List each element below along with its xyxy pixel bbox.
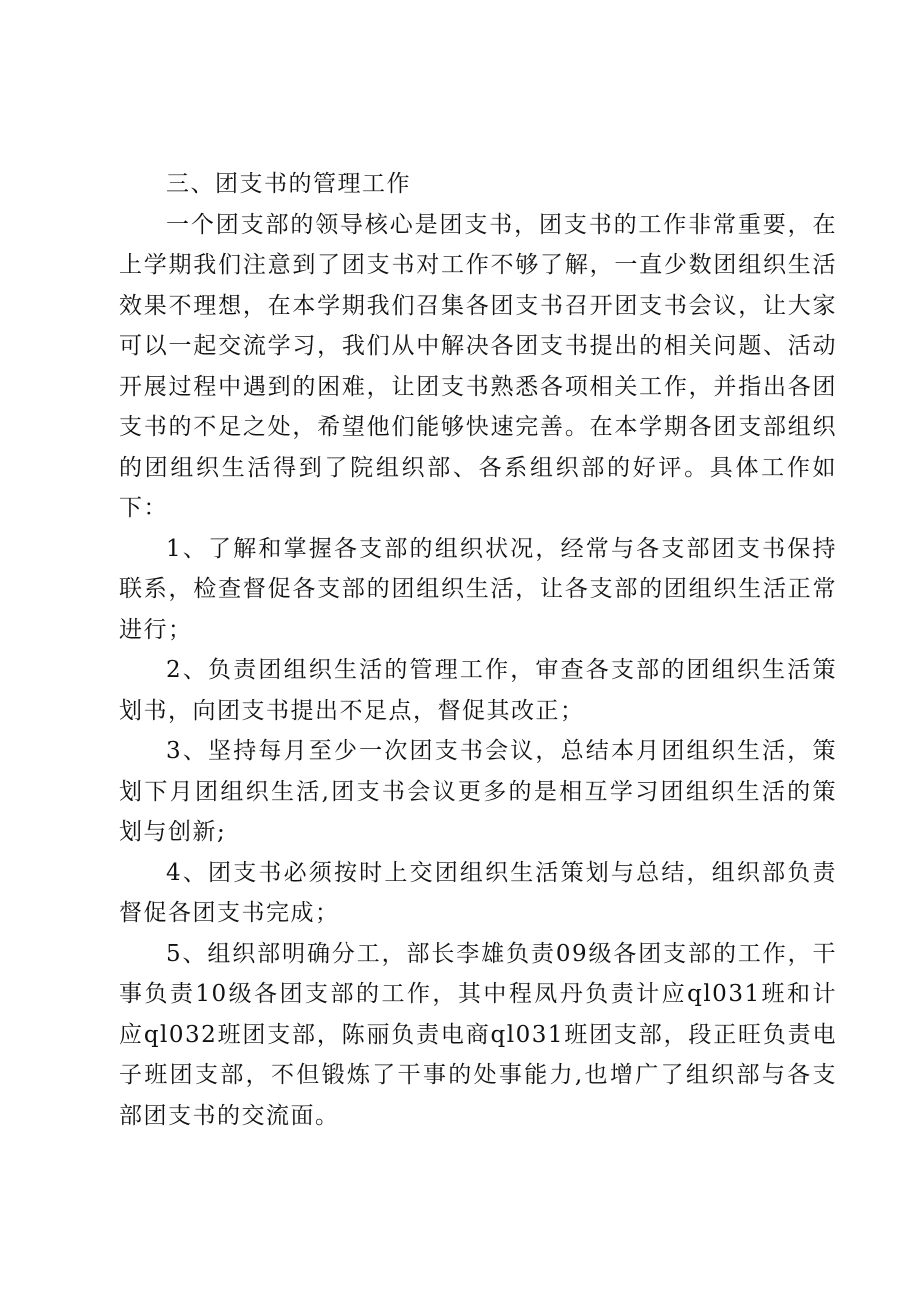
paragraph-item-3: 3、坚持每月至少一次团支书会议，总结本月团组织生活，策划下月团组织生活,团支书会议更多的是相互学习团组织生活的策划与创新; (119, 738, 837, 845)
document-body (119, 164, 837, 1136)
paragraph-item-2: 2、负责团组织生活的管理工作，审查各支部的团组织生活策划书，向团支书提出不足点，督促其改正； (119, 657, 837, 724)
paragraph-item-1: 1、了解和掌握各支部的组织状况，经常与各支部团支书保持联系，检查督促各支部的团组织生活，让各支部的团组织生活正常进行； (119, 535, 837, 643)
paragraph-intro: 一个团支部的领导核心是团支书，团支书的工作非常重要，在上学期我们注意到了团支书对工作不够了解，一直少数团组织生活效果不理想，在本学期我们召集各团支书召开团支书会议，让大家可以一起交流学习，我们从中解决各团支书提出的相关问题、活动开展过程中遇到的困难，让团支书熟悉各项相关工作，并指出各团支书的不足之处，希望他们能够快速完善。在本学期各团支部组织的团组织生活得到了院组织部、各系组织部的好评。具体工作如下： (119, 211, 837, 521)
paragraph-item-5: 5、组织部明确分工，部长李雄负责09级各团支部的工作，干事负责10级各团支部的工作，其中程凤丹负责计应ql031班和计应ql032班团支部，陈丽负责电商ql031班团支部，段正旺负责电子班团支部，不但锻炼了干事的处事能力,也增广了组织部与各支部团支书的交流面。 (119, 940, 837, 1129)
paragraph-item-4: 4、团支书必须按时上交团组织生活策划与总结，组织部负责督促各团支书完成； (119, 859, 837, 926)
section-heading: 三、团支书的管理工作 (166, 171, 411, 197)
